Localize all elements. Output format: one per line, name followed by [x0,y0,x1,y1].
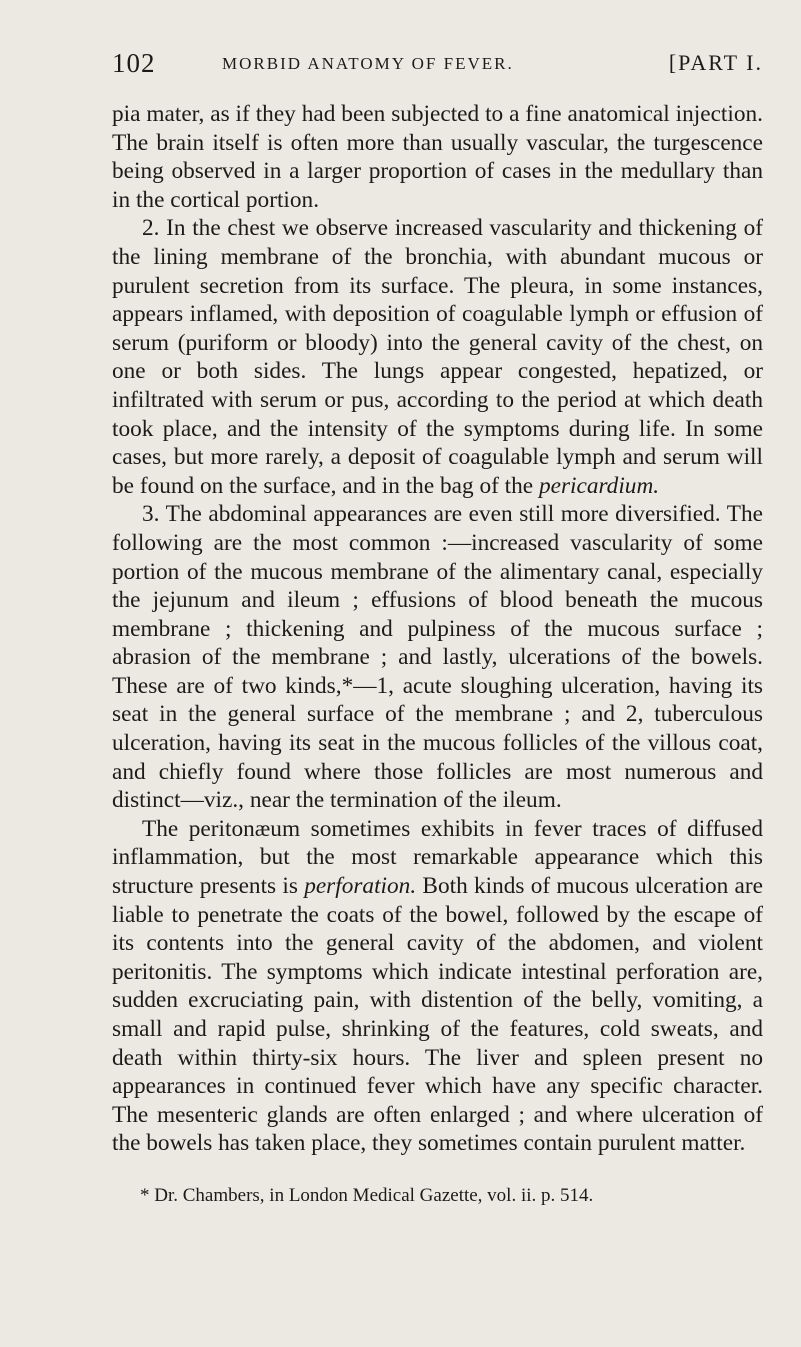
running-head [112,48,763,76]
page-number: 102 [112,48,156,78]
paragraph-peritonaeum-text-a: The peritonæum sometimes exhibits in fever traces of diffused inflammation, but the most remarkable appearance which this structure presents is [112,815,763,900]
paragraph-peritonaeum-text-b: Both kinds of mucous ulceration are liable to penetrate the coats of the bowel, followed by the escape of its contents into the general cavity of the abdomen, and violent peritonitis. The symptoms which indicate intestinal perforation are, sudden excruciating pain, with distention of the belly, vomiting, a small and rapid pulse, shrinking of the features, cold sweats, and death within thirty-six hours. The liver and spleen present no appearances in continued fever which have any specific character. The mesenteric glands are often enlarged ; and where ulceration of the bowels has taken place, they sometimes contain purulent matter. [112,873,763,1157]
body-text [112,100,763,1158]
footnote: * Dr. Chambers, in London Medical Gazette, vol. ii. p. 514. [140,1184,594,1206]
part-label: [PART I. [668,50,763,75]
paragraph-brain-continuation: pia mater, as if they had been subjected to a fine anatomical injection. The brain itself is often more than usually vascular, the turgescence being observed in a larger proportion of cases in the medullary than in the cortical portion. [112,101,763,213]
perforation-term: perforation. [304,873,417,900]
running-title: MORBID ANATOMY OF FEVER. [222,54,514,73]
paragraph-chest-text: 2. In the chest we observe increased vascularity and thickening of the lining membrane of the bronchia, with abundant mucous or purulent secretion from its surface. The pleura, in some instances, appears inflamed, with deposition of coagulable lymph or effusion of serum (puriform or bloody) into the general cavity of the chest, on one or both sides. The lungs appear congested, hepatized, or infiltrated with serum or pus, according to the period at which death took place, and the intensity of the symptoms during life. In some cases, but more rarely, a deposit of coagulable lymph and serum will be found on the surface, and in the bag of the [112,215,763,499]
paragraph-peritonaeum [112,815,763,1158]
paragraph-abdominal: 3. The abdominal appearances are even still more diversified. The following are the most common :—increased vascularity of some portion of the mucous membrane of the alimentary canal, especially the jejunum and ileum ; effusions of blood beneath the mucous membrane ; thickening and pulpiness of the mucous surface ; abrasion of the membrane ; and lastly, ulcerations of the bowels. These are of two kinds,*—1, acute sloughing ulceration, having its seat in the general surface of the membrane ; and 2, tuberculous ulceration, having its seat in the mucous follicles of the villous coat, and chiefly found where those follicles are most numerous and distinct—viz., near the termination of the ileum. [112,501,763,814]
pericardium-term: pericardium. [538,472,660,499]
paragraph-chest [112,214,763,500]
